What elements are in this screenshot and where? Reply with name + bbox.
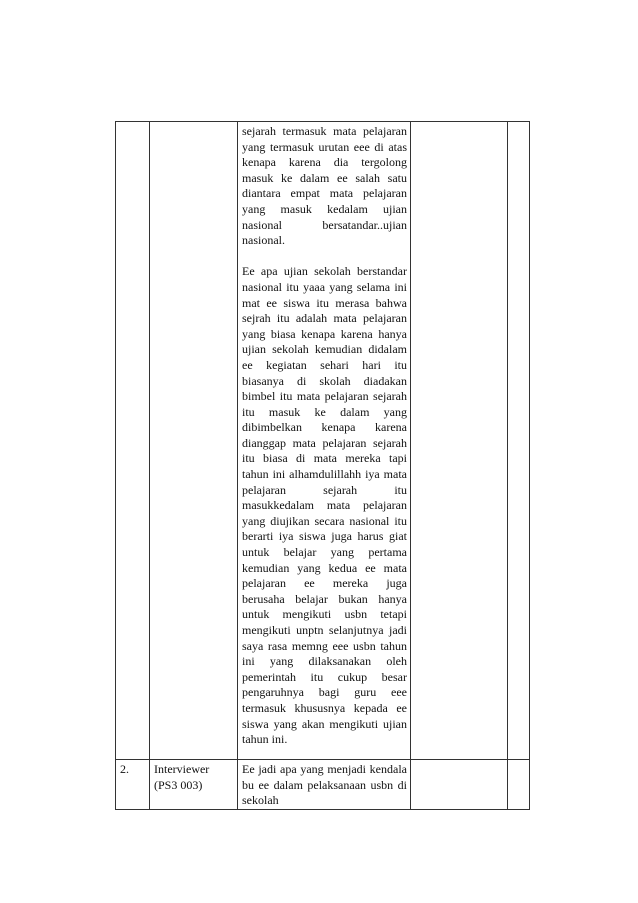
transcript-paragraph: Ee jadi apa yang menjadi kendala bu ee dalam pelaksanaan usbn di sekolah	[242, 762, 407, 808]
transcript-paragraph: Ee apa ujian sekolah berstandar nasional itu yaaa yang selama ini mat ee siswa itu merasa bahwa sejrah itu adalah mata pelajaran yang biasa kenapa karena hanya ujian sekolah kemudian didalam ee kegiatan sehari hari itu biasanya di skolah diadakan bimbel itu mata pelajaran sejarah itu masuk ke dalam yang dibimbelkan kenapa karena dianggap mata pelajaran sejarah itu biasa di mata mereka tapi tahun ini alhamdulillahh iya mata pelajaran sejarah itu masukkedalam mata pelajaran yang diujikan secara nasional itu berarti iya siswa juga harus giat untuk belajar yang pertama kemudian yang kedua ee mata pelajaran ee mereka juga berusaha belajar bukan hanya untuk mengikuti usbn tetapi mengikuti unptn selanjutnya jadi saya rasa memng eee usbn tahun ini yang dilaksanakan oleh pemerintah itu cukup besar pengaruhnya bagi guru eee termasuk khususnya kepada ee siswa yang akan mengikuti ujian tahun ini.	[242, 264, 407, 747]
table-row	[116, 122, 530, 760]
coding-cell	[411, 760, 508, 810]
row-number-cell	[116, 122, 150, 760]
note-text	[508, 122, 529, 124]
note-cell	[508, 760, 530, 810]
table-row	[116, 760, 530, 810]
speaker-name: Interviewer	[154, 762, 210, 776]
speaker-code: (PS3 003)	[154, 777, 203, 792]
row-number-cell	[116, 760, 150, 810]
transcript-text-cell	[238, 760, 411, 810]
speaker-cell	[150, 122, 238, 760]
note-text	[508, 760, 529, 762]
coding-cell	[411, 122, 508, 760]
row-number: 2.	[120, 762, 129, 776]
transcript-paragraph: sejarah termasuk mata pelajaran yang termasuk urutan eee di atas kenapa karena dia tergolong masuk ke dalam ee salah satu diantara empat mata pelajaran yang masuk kedalam ujian nasional bersatandar..ujian nasional.	[242, 124, 407, 248]
coding-text	[411, 122, 507, 124]
transcript-text-cell	[238, 122, 411, 760]
coding-text	[411, 760, 507, 762]
speaker-cell	[150, 760, 238, 810]
note-cell	[508, 122, 530, 760]
interview-transcript-table	[115, 121, 530, 810]
row-number	[116, 122, 149, 124]
